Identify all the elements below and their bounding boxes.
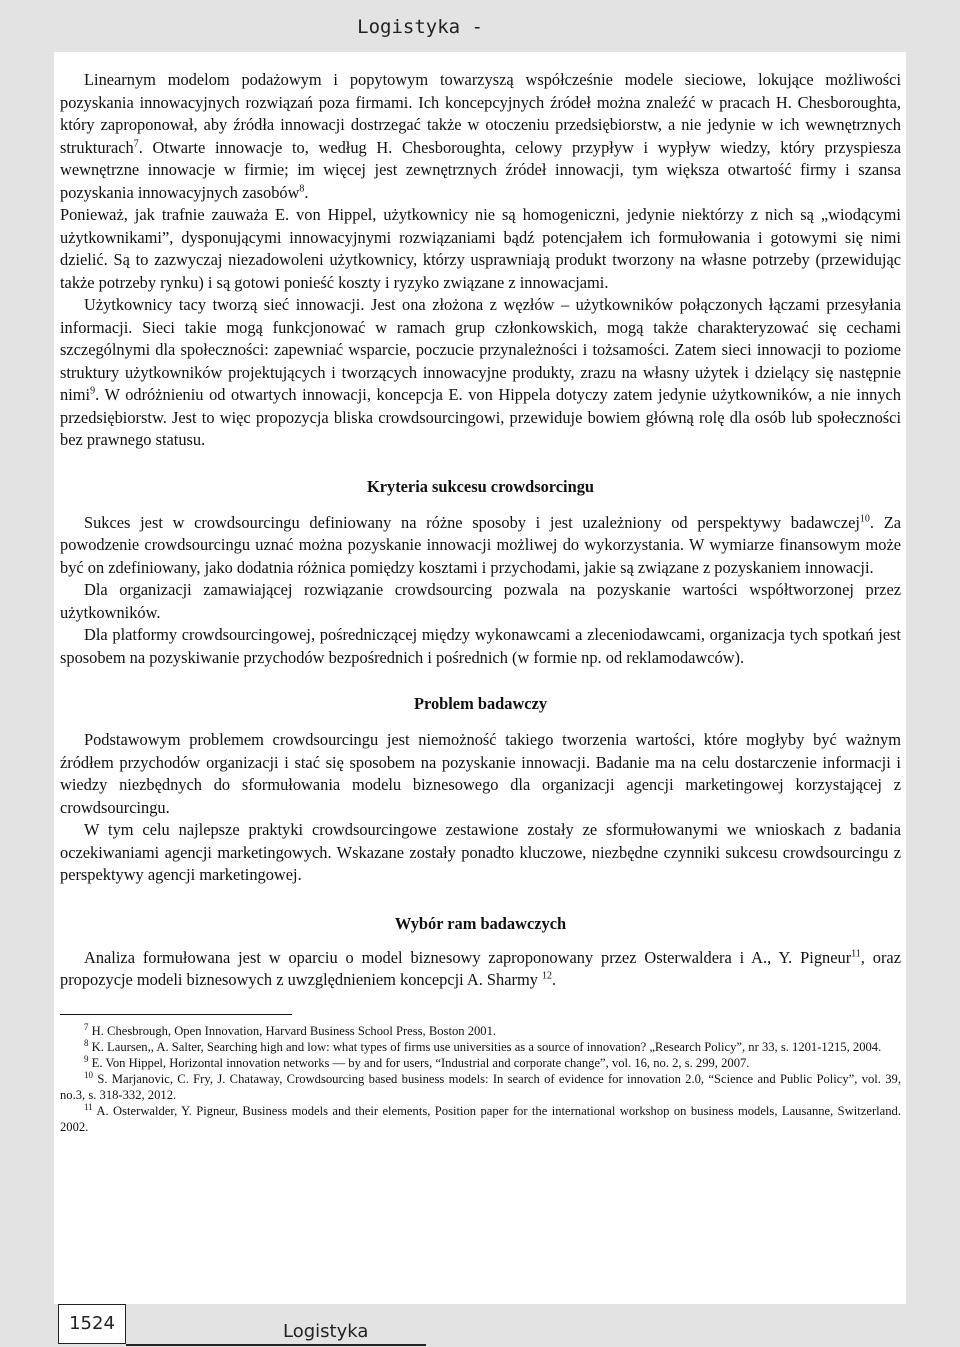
footnote-ref-8: 8 [299,183,305,195]
paragraph-von-hippel: Ponieważ, jak trafnie zauważa E. von Hippel, użytkownicy nie są homogeniczni, jedynie niektórzy z nich są „wiodącymi użytkownikami”, dysponującymi innowacyjnymi rozwiązaniami bądź potencjałem ich formułowania i gotowymi się nimi dzielić. Są to zazwyczaj niezadowoleni użytkownicy, którzy usprawniają produkt tworzony na własne potrzeby (przewidując także potrzeby rynku) i są gotowi ponieść koszty i ryzyko związane z innowacjami. [60,205,901,292]
section-heading-kryteria: Kryteria sukcesu crowdsorcingu [366,476,595,496]
footnote-ref-12: 12 [542,970,553,982]
footer-rule [126,1344,426,1346]
paragraph-problem-main: Podstawowym problemem crowdsourcingu jest niemożność takiego tworzenia wartości, które mogłyby być ważnym źródłem przychodów organizacji i stać się sposobem na pozyskanie innowacji. Badanie ma na celu dostarczenie informacji i wiedzy niezbędnych do sformułowania modelu biznesowego dla organizacji agencji marketingowej korzystającej z crowdsourcingu. [60,730,901,817]
footnote: $^{10}$ S. Marjanovic, C. Fry, J. Chataway, Crowdsourcing based business models: In search of evidence for innovation 2.0, “Science and Public Policy”, vol. 39, no.3, s. 318-332, 2012. [60,1069,901,1102]
footer-title: Logistyka [283,1321,369,1342]
footnote: $^7$ H. Chesbrough, Open Innovation, Harvard Business School Press, Boston 2001. [84,1021,497,1038]
paragraph-success-definition: Sukces jest w crowdsourcingu definiowany na różne sposoby i jest uzależniony od perspektywy badawczej$^{10}$. Za powodzenie crowdsourcingu uznać można pozyskanie innowacji możliwej do wykorzystania. W wymiarze finansowym może być on zdefiniowany, jako dodatnia różnica pomiędzy kosztami i przychodami, jakie są związane z pozyskaniem innowacji. [60,512,901,577]
footnote-ref-7: 7 [133,138,139,150]
footnote-ref-9: 9 [90,385,96,397]
footnote: $^8$ K. Laursen,, A. Salter, Searching high and low: what types of firms use universities as a source of innovation? „Research Policy”, nr 33, s. 1201-1215, 2004. [84,1037,882,1054]
footnotes [60,1023,901,1135]
paragraph-innovation-network: Użytkownicy tacy tworzą sieć innowacji. Jest ona złożona z węzłów – użytkowników połączonych łączami przesyłania informacji. Sieci takie mogą funkcjonować w ramach grup członkowskich, mogą także charakteryzować się cechami szczególnymi dla społeczności: zapewniać wsparcie, poczucie przynależności i tożsamości. Zatem sieci innowacji to poziome struktury użytkowników projektujących i tworzących innowacyjne produkty, zrazu na własny użytek i dzielący się następnie nimi$^9$. W odróżnieniu od otwartych innowacji, koncepcja E. von Hippela dotyczy zatem jedynie użytkowników, a nie innych przedsiębiorstw. Jest to więc propozycja bliska crowdsourcingowi, przewiduje bowiem główną rolę dla osób lub społeczności bez prawnego statusu. [60,295,901,449]
paragraph-framework: Analiza formułowana jest w oparciu o model biznesowy zaproponowany przez Osterwaldera i A., Y. Pigneur$^{11}$, oraz propozycje modeli biznesowych z uwzględnieniem koncepcji A. Sharmy $^{12}$. [60,947,901,989]
footnote: $^9$ E. Von Hippel, Horizontal innovation networks — by and for users, “Industrial and corporate change”, vol. 16, no. 2, s. 299, 2007. [84,1053,750,1070]
section-heading-wybor: Wybór ram badawczych [394,913,567,933]
footnote: $^{11}$ A. Osterwalder, Y. Pigneur, Business models and their elements, Position paper for the international workshop on business models, Lausanne, Switzerland. 2002. [60,1101,901,1134]
page-number: 1524 [69,1313,115,1334]
paragraph-ordering-organization: Dla organizacji zamawiającej rozwiązanie crowdsourcing pozwala na pozyskanie wartości współtworzonej przez użytkowników. [60,580,901,622]
footnote-ref-11: 11 [851,948,861,960]
header-title: Logistyka - [357,16,483,38]
page-content [60,69,901,1135]
footnote-divider [60,1014,292,1015]
page-number-box [58,1304,126,1344]
page-footer [0,1304,960,1347]
paragraph-open-innovation: Linearnym modelom podażowym i popytowym towarzyszą współcześnie modele sieciowe, lokujące możliwości pozyskania innowacyjnych rozwiązań poza firmami. Ich koncepcyjnych źródeł można znaleźć w pracach H. Chesboroughta, który zaproponował, aby źródła innowacji dostrzegać także w otoczeniu przedsiębiorstw, a nie jedynie w ich wewnętrznych strukturach$^7$. Otwarte innowacje to, według H. Chesboroughta, celowy przypływ i wypływ wiedzy, który przyspiesza wewnętrzne innowacje w firmie; im więcej jest zewnętrznych źródeł innowacji, tym większa otwartość firmy i szansa pozyskania innowacyjnych zasobów$^8$. [60,70,901,202]
paragraph-platform: Dla platformy crowdsourcingowej, pośredniczącej między wykonawcami a zleceniodawcami, organizacja tych spotkań jest sposobem na pozyskiwanie przychodów bezpośrednich i pośrednich (w formie np. od reklamodawców). [60,625,901,667]
footnote-ref-10: 10 [859,513,870,525]
page [54,52,906,1304]
paragraph-problem-method: W tym celu najlepsze praktyki crowdsourcingowe zestawione zostały ze sformułowanymi we wnioskach z badania oczekiwaniami agencji marketingowych. Wskazane zostały ponadto kluczowe, niezbędne czynniki sukcesu crowdsourcingu z perspektywy agencji marketingowej. [60,820,901,884]
section-heading-problem: Problem badawczy [413,694,548,713]
running-header [0,0,960,52]
